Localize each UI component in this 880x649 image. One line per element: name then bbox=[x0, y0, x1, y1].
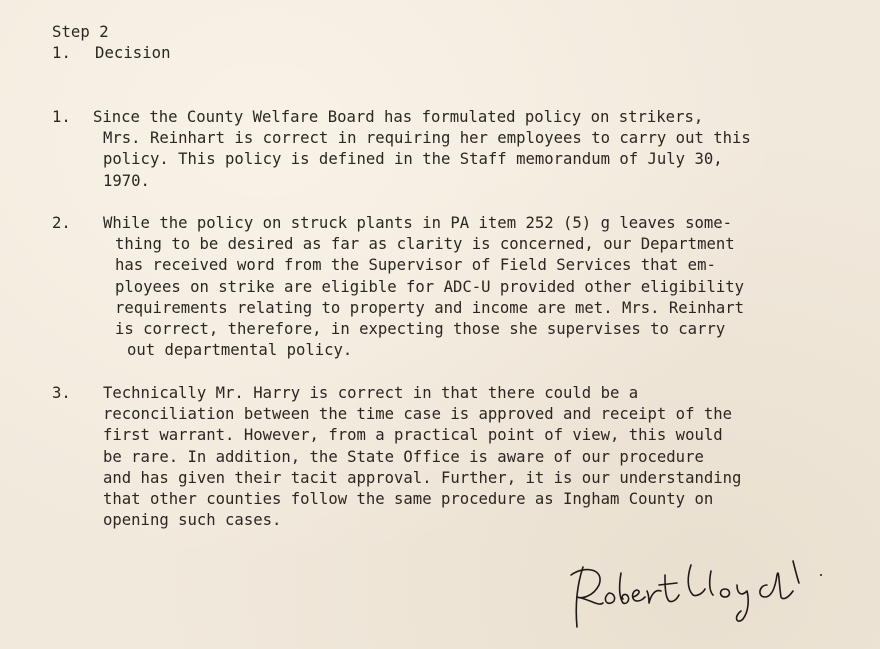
item-2-number: 2. bbox=[52, 214, 71, 232]
item-3-number: 3. bbox=[52, 384, 71, 402]
paragraph-line: thing to be desired as far as clarity is concerned, our Department bbox=[115, 235, 735, 254]
item-1-paragraph bbox=[93, 107, 751, 192]
paragraph-line: requirements relating to property and income are met. Mrs. Reinhart bbox=[115, 298, 745, 317]
item-1-number: 1. bbox=[52, 108, 71, 126]
item-3-paragraph bbox=[103, 383, 741, 531]
paragraph-line: reconciliation between the time case is approved and receipt of the bbox=[103, 405, 733, 424]
paragraph-line: While the policy on struck plants in PA item 252 (5) g leaves some- bbox=[103, 214, 733, 232]
paragraph-line: be rare. In addition, the State Office is aware of our procedure bbox=[103, 447, 704, 466]
paragraph-line: first warrant. However, from a practical point of view, this would bbox=[103, 426, 723, 445]
paragraph-line: ployees on strike are eligible for ADC-U provided other eligibility bbox=[115, 277, 745, 296]
paragraph-line: 1970. bbox=[103, 171, 150, 190]
paragraph-line: out departmental policy. bbox=[127, 341, 353, 360]
paragraph-line: policy. This policy is defined in the Staff memorandum of July 30, bbox=[103, 150, 723, 169]
decision-number: 1. bbox=[52, 44, 71, 62]
paragraph-line: and has given their tacit approval. Further, it is our understanding bbox=[103, 468, 742, 487]
paragraph-line: is correct, therefore, in expecting those she supervises to carry bbox=[115, 320, 726, 339]
paragraph-line: Since the County Welfare Board has formulated policy on strikers, bbox=[93, 108, 704, 126]
paragraph-line: has received word from the Supervisor of Field Services that em- bbox=[115, 256, 716, 275]
paragraph-line: Technically Mr. Harry is correct in that there could be a bbox=[103, 384, 639, 402]
step-heading: Step 2 bbox=[52, 23, 109, 41]
paragraph-line: that other counties follow the same procedure as Ingham County on bbox=[103, 490, 714, 509]
paragraph-line: opening such cases. bbox=[103, 511, 282, 530]
item-2-paragraph bbox=[103, 213, 744, 361]
paragraph-line: Mrs. Reinhart is correct in requiring her employees to carry out this bbox=[103, 129, 751, 148]
handwritten-signature bbox=[565, 555, 825, 640]
decision-heading: Decision bbox=[95, 44, 171, 62]
